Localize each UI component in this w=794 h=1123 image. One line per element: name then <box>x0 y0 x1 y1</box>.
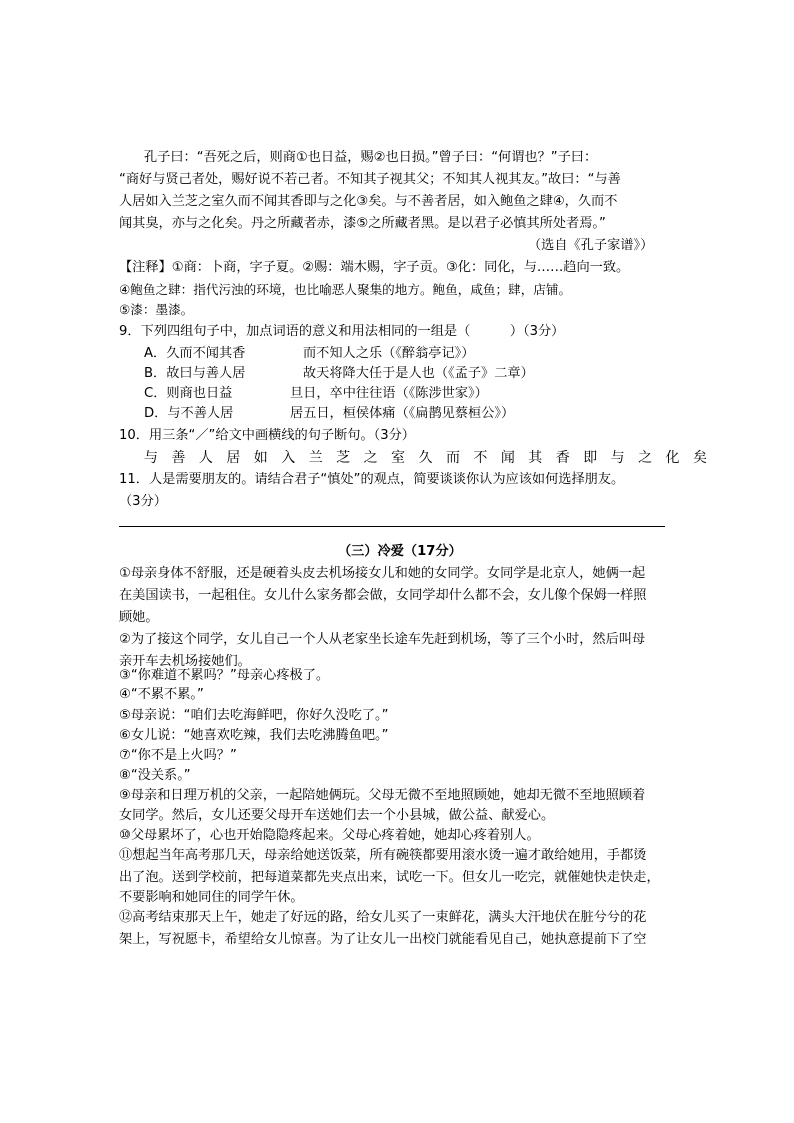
story-line: ⑫高考结束那天上午，她走了好远的路，给女儿买了一束鲜花，满头大汗地伏在脏兮兮的花 <box>119 910 647 925</box>
story-line: ③“你难道不累吗？”母亲心疼极了。 <box>119 668 330 683</box>
note-line-3: ⑤漆：墨漆。 <box>119 302 194 317</box>
story-line: 女同学。然后，女儿还要父母开车送她们去一个小县城，做公益、献爱心。 <box>119 808 555 823</box>
note-line-1: 【注释】①商：卜商，字子夏。②赐：端木赐，字子贡。③化：同化，与……趋向一致。 <box>119 260 630 275</box>
question-9-option-c-right: 旦日，卒中往往语（《陈涉世家》） <box>290 386 488 401</box>
story-line: ④“不累不累。” <box>119 687 204 702</box>
passage-line-3: 人居如入兰芝之室久而不闻其香即与之化③矣。与不善者居，如入鲍鱼之肆④，久而不 <box>119 194 618 209</box>
question-11-points: （3分） <box>119 494 167 509</box>
story-line: ⑦“你不是上火吗？” <box>119 748 237 763</box>
passage-line-4: 闻其臭，亦与之化矣。丹之所藏者赤，漆⑤之所藏者黑。是以君子必慎其所处者焉。” <box>119 216 606 231</box>
question-10-sentence: 与 善 人 居 如 入 兰 芝 之 室 久 而 不 闻 其 香 即 与 之 化 矣 <box>144 450 712 466</box>
passage-source: （选自《孔子家谱》） <box>528 238 654 253</box>
passage-line-2: “商好与贤己者处，赐好说不若己者。不知其子视其父；不知其人视其友。”故曰：“与善 <box>119 172 621 187</box>
question-9-option-b-right: 故天将降大任于是人也（《孟子》二章） <box>303 366 534 381</box>
question-9-option-b-left: B．故曰与善人居 <box>144 366 246 381</box>
story-line: 架上，写祝愿卡，希望给女儿惊喜。为了让女儿一出校门就能看见自己，她执意提前下了空 <box>119 932 647 947</box>
story-line: ①母亲身体不舒服，还是硬着头皮去机场接女儿和她的女同学。女同学是北京人，她俩一起 <box>119 566 646 581</box>
story-line: ⑩父母累坏了，心也开始隐隐疼起来。父母心疼着她，她却心疼着别人。 <box>119 828 540 843</box>
story-line: ⑤母亲说：“咱们去吃海鲜吧，你好久没吃了。” <box>119 708 389 723</box>
question-9-option-a-right: 而不知人之乐（《醉翁亭记》） <box>303 346 475 361</box>
question-9-option-d-left: D．与不善人居 <box>144 406 234 421</box>
question-9-option-d-right: 居五日，桓侯体痛（《扁鹊见蔡桓公》） <box>290 406 515 421</box>
passage-line-1: 孔子曰：“吾死之后，则商①也日益，赐②也日损。”曾子曰：“何谓也？”子曰： <box>144 150 598 165</box>
question-9-option-c-left: C．则商也日益 <box>144 386 233 401</box>
question-9-option-a-left: A．久而不闻其香 <box>144 346 246 361</box>
question-11-stem: 11．人是需要朋友的。请结合君子“慎处”的观点，简要谈谈你认为应该如何选择朋友。 <box>119 472 625 487</box>
answer-line[interactable] <box>119 526 665 527</box>
question-10-stem: 10．用三条“／”给文中画横线的句子断句。（3分） <box>119 428 415 443</box>
story-line: 在美国读书，一起租住。女儿什么家务都会做，女同学却什么都不会，女儿像个保姆一样照 <box>119 588 647 603</box>
section-3-title: （三）冷爱（17分） <box>338 544 462 559</box>
story-line: 出了泡。送到学校前，把每道菜都先夹点出来，试吃一下。但女儿一吃完，就催她快走快走， <box>119 870 660 885</box>
story-line: ⑧“没关系。” <box>119 768 191 783</box>
story-line: 亲开车去机场接她们。 <box>119 654 251 669</box>
note-line-2: ④鲍鱼之肆：指代污浊的环境，也比喻恶人聚集的地方。鲍鱼，咸鱼；肆，店铺。 <box>119 282 572 297</box>
story-line: 不要影响和她同住的同学午休。 <box>119 890 304 905</box>
story-line: ②为了接这个同学，女儿自己一个人从老家坐长途车先赶到机场，等了三个小时，然后叫母 <box>119 632 646 647</box>
story-line: 顾她。 <box>119 610 159 625</box>
story-line: ⑪想起当年高考那几天，母亲给她送饭菜，所有碗筷都要用滚水烫一遍才敢给她用，手都烫 <box>119 848 647 863</box>
story-line: ⑥女儿说：“她喜欢吃辣，我们去吃沸腾鱼吧。” <box>119 728 389 743</box>
question-9-stem: 9．下列四组句子中，加点词语的意义和用法相同的一组是（ ）（3分） <box>119 324 565 339</box>
story-line: ⑨母亲和日理万机的父亲，一起陪她俩玩。父母无微不至地照顾她，她却无微不至地照顾着 <box>119 788 646 803</box>
